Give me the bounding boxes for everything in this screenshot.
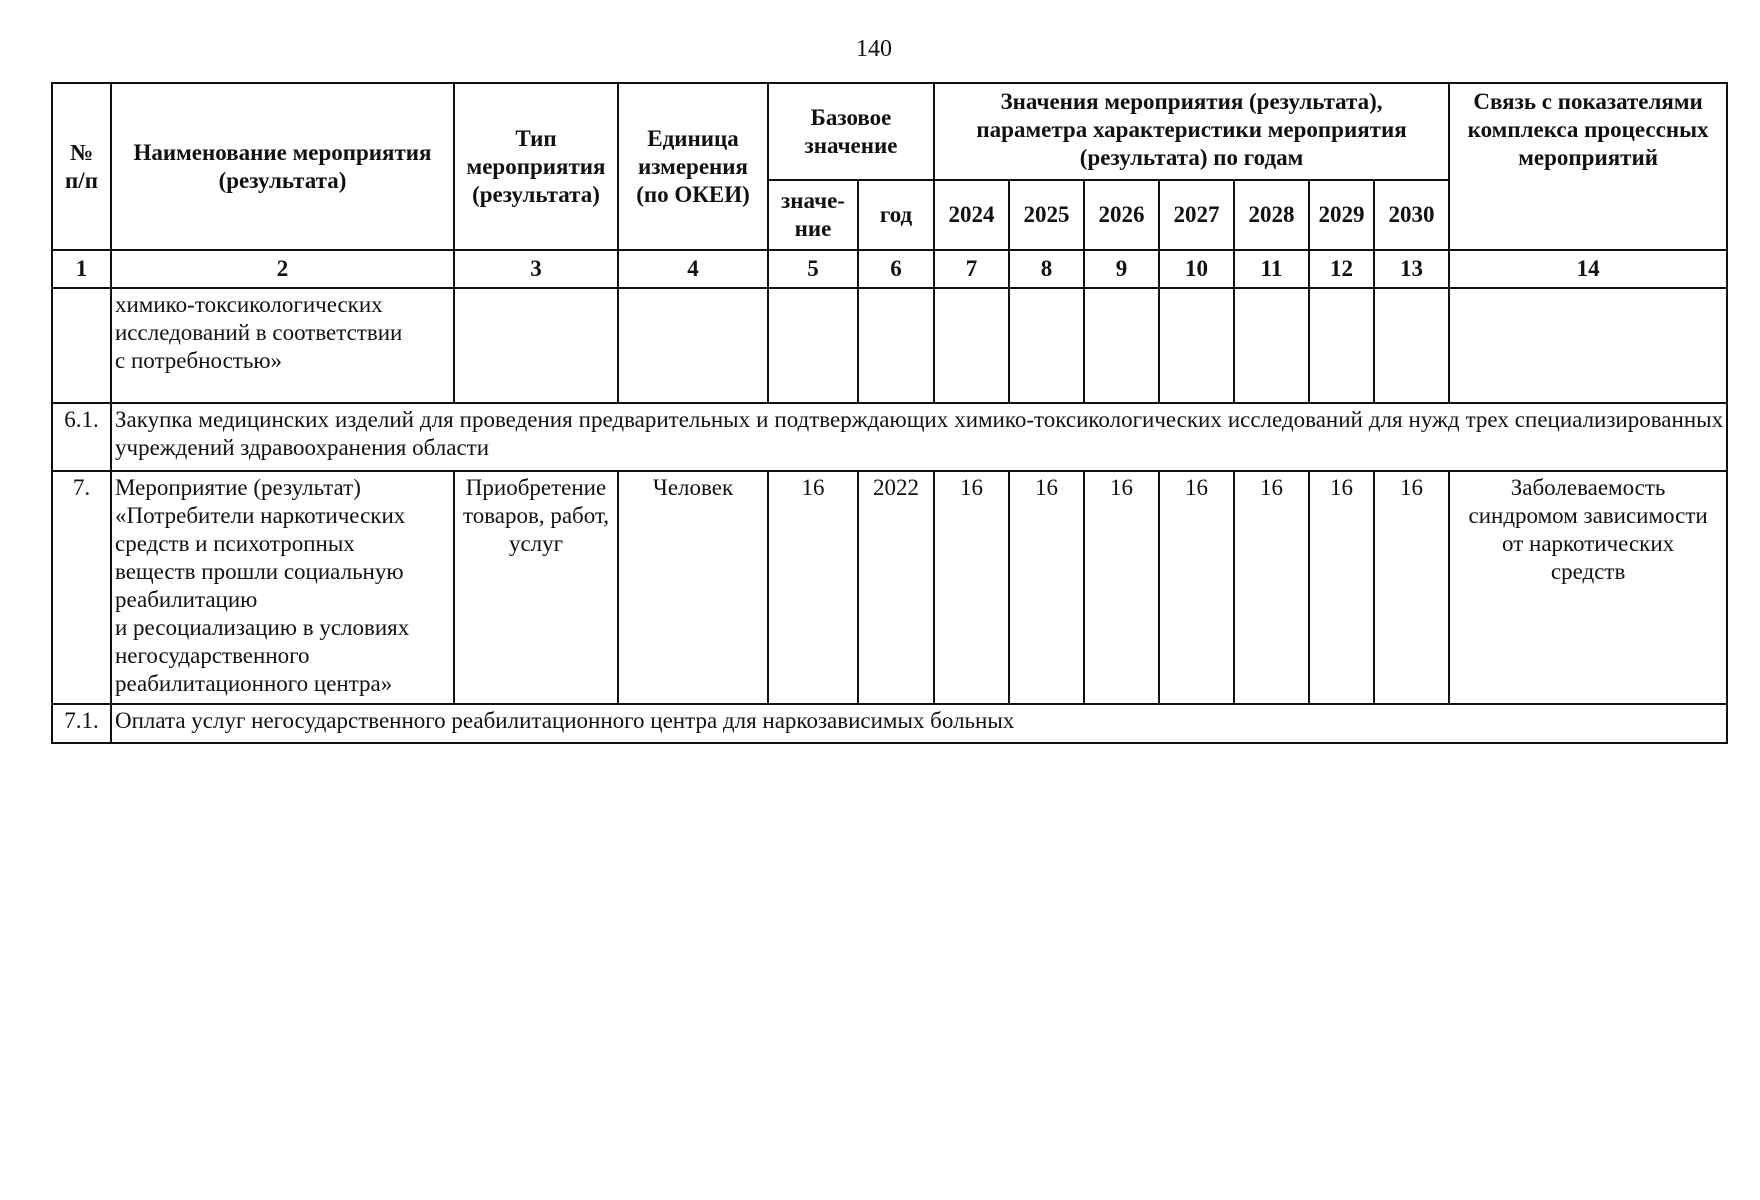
empty-cell — [1084, 288, 1159, 403]
column-number: 4 — [618, 250, 768, 288]
table-row-6-1 — [52, 403, 1727, 471]
row-7-value-2024: 16 — [934, 471, 1009, 704]
empty-cell — [1009, 288, 1084, 403]
column-number: 6 — [858, 250, 934, 288]
row-7-value-2027: 16 — [1159, 471, 1234, 704]
header-year-2024: 2024 — [934, 180, 1009, 250]
empty-cell — [1159, 288, 1234, 403]
row-7-value-2026: 16 — [1084, 471, 1159, 704]
row-7-unit: Человек — [618, 471, 768, 704]
header-row-1 — [52, 83, 1727, 180]
header-link-to-indicators: Связь с показателями комплекса процессных мероприятий — [1449, 83, 1727, 250]
column-number: 1 — [52, 250, 111, 288]
column-number: 9 — [1084, 250, 1159, 288]
empty-cell — [1309, 288, 1374, 403]
row-7-base-year: 2022 — [858, 471, 934, 704]
row-7-value-2030: 16 — [1374, 471, 1449, 704]
row-7-base-value: 16 — [768, 471, 858, 704]
column-number: 13 — [1374, 250, 1449, 288]
column-number: 3 — [454, 250, 618, 288]
header-year-2030: 2030 — [1374, 180, 1449, 250]
row-7-value-2029: 16 — [1309, 471, 1374, 704]
column-numbers-row — [52, 250, 1727, 288]
header-base-year: год — [858, 180, 934, 250]
row-number: 7. — [52, 471, 111, 704]
header-values-by-year-group: Значения мероприятия (результата), параметра характеристики мероприятия (результата) по годам — [934, 83, 1449, 180]
empty-cell — [768, 288, 858, 403]
row-7-link-to-indicators: Заболеваемость синдромом зависимости от наркотических средств — [1449, 471, 1727, 704]
header-year-2029: 2029 — [1309, 180, 1374, 250]
empty-cell — [1374, 288, 1449, 403]
row-7-value-2025: 16 — [1009, 471, 1084, 704]
header-year-2028: 2028 — [1234, 180, 1309, 250]
header-base-value: значе- ние — [768, 180, 858, 250]
empty-cell — [1449, 288, 1727, 403]
column-number: 2 — [111, 250, 454, 288]
header-measure-name: Наименование мероприятия (результата) — [111, 83, 454, 250]
page-number: 140 — [856, 36, 892, 62]
row-number: 7.1. — [52, 704, 111, 743]
header-unit: Единица измерения (по ОКЕИ) — [618, 83, 768, 250]
row-7-measure-name: Мероприятие (результат) «Потребители наркотических средств и психотропных веществ прошли социальную реабилитацию и ресоциализацию в условиях негосударственного реабилитационного центра» — [111, 471, 454, 704]
column-number: 12 — [1309, 250, 1374, 288]
header-year-2026: 2026 — [1084, 180, 1159, 250]
header-year-2025: 2025 — [1009, 180, 1084, 250]
column-number: 8 — [1009, 250, 1084, 288]
empty-cell — [858, 288, 934, 403]
header-base-value-group: Базовое значение — [768, 83, 934, 180]
column-number: 10 — [1159, 250, 1234, 288]
column-number: 11 — [1234, 250, 1309, 288]
header-year-2027: 2027 — [1159, 180, 1234, 250]
empty-cell — [1234, 288, 1309, 403]
continuation-row — [52, 288, 1727, 403]
column-number: 14 — [1449, 250, 1727, 288]
empty-cell — [618, 288, 768, 403]
continuation-number-cell — [52, 288, 111, 403]
header-number: № п/п — [52, 83, 111, 250]
measures-table — [51, 82, 1728, 744]
table-row-7-1 — [52, 704, 1727, 743]
header-measure-type: Тип мероприятия (результата) — [454, 83, 618, 250]
column-number: 7 — [934, 250, 1009, 288]
empty-cell — [934, 288, 1009, 403]
row-6-1-description: Закупка медицинских изделий для проведения предварительных и подтверждающих химико-токсикологических исследований для нужд трех специализированных учреждений здравоохранения области — [111, 403, 1727, 471]
row-7-value-2028: 16 — [1234, 471, 1309, 704]
continuation-measure-name: химико-токсикологических исследований в соответствии с потребностью» — [111, 288, 454, 403]
row-7-measure-type: Приобретение товаров, работ, услуг — [454, 471, 618, 704]
row-number: 6.1. — [52, 403, 111, 471]
table-row-7 — [52, 471, 1727, 704]
empty-cell — [454, 288, 618, 403]
row-7-1-description: Оплата услуг негосударственного реабилитационного центра для наркозависимых больных — [111, 704, 1727, 743]
column-number: 5 — [768, 250, 858, 288]
